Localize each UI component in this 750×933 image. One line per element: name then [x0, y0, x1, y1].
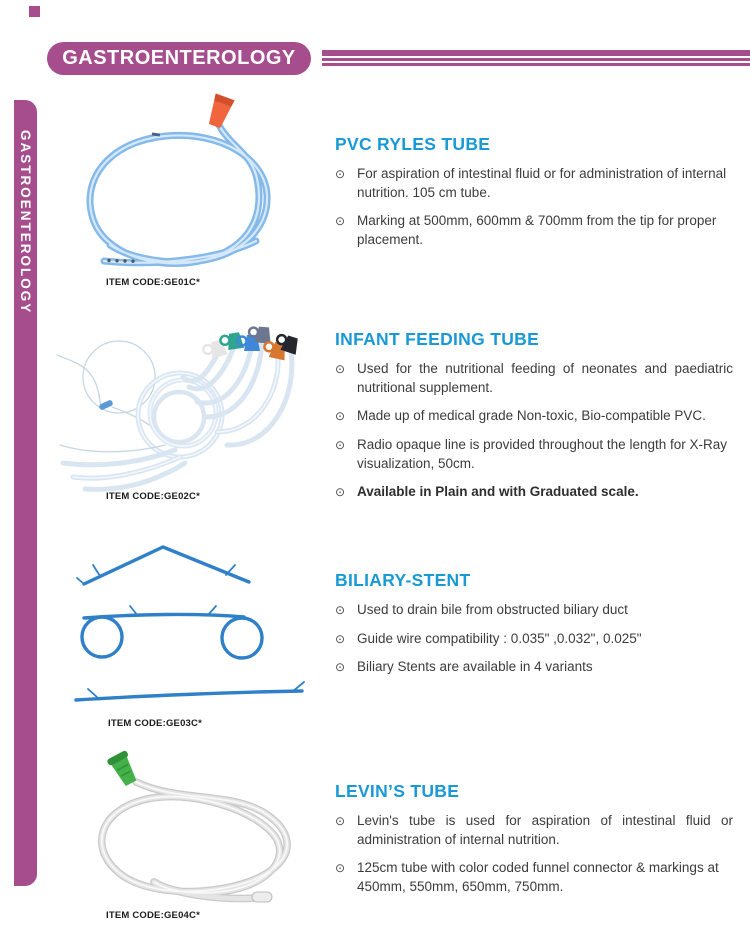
item-code: ITEM CODE:GE04C*	[106, 910, 200, 921]
item-code: ITEM CODE:GE01C*	[106, 277, 200, 288]
list-item	[335, 483, 733, 502]
pvc-ryles-tube-photo	[60, 93, 320, 273]
circle-dot-bullet-icon: ⊙	[335, 660, 346, 675]
feature-text: For aspiration of intestinal fluid or for administration of internal nutrition. 105 cm tube.	[357, 166, 727, 200]
product-title: LEVIN’S TUBE	[335, 781, 460, 801]
page-title: GASTROENTEROLOGY	[62, 47, 296, 69]
product-title: BILIARY-STENT	[335, 570, 471, 590]
circle-dot-bullet-icon: ⊙	[335, 814, 346, 828]
item-code: ITEM CODE:GE02C*	[106, 491, 200, 502]
infant-feeding-tube-photo	[55, 315, 325, 495]
feature-list	[335, 165, 733, 250]
circle-dot-bullet-icon: ⊙	[335, 167, 346, 181]
rule-line	[322, 58, 750, 61]
section-pvc-ryles-tube	[335, 134, 733, 260]
product-title: PVC RYLES TUBE	[335, 134, 491, 154]
rule-line	[322, 50, 750, 56]
guide-wire-hub	[98, 399, 113, 410]
list-item	[335, 630, 733, 649]
sidebar-section-label: GASTROENTEROLOGY	[18, 130, 33, 315]
list-item	[335, 407, 733, 426]
corner-accent-square	[29, 6, 40, 17]
feature-text: 125cm tube with color coded funnel connector & markings at 450mm, 550mm, 650mm, 750mm.	[357, 860, 719, 894]
section-infant-feeding-tube	[335, 329, 733, 512]
levins-tube-photo	[58, 740, 313, 907]
circle-dot-bullet-icon: ⊙	[335, 409, 346, 424]
list-item	[335, 812, 733, 849]
feature-text: Marking at 500mm, 600mm & 700mm from the tip for proper placement.	[357, 213, 717, 247]
circle-dot-bullet-icon: ⊙	[335, 861, 346, 876]
feature-text: Levin's tube is used for aspiration of intestinal fluid or administration of internal nutrition.	[357, 813, 733, 847]
page-title-badge	[47, 42, 311, 75]
biliary-stent-photo	[68, 538, 323, 718]
list-item	[335, 360, 733, 397]
list-item	[335, 601, 733, 620]
circle-dot-bullet-icon: ⊙	[335, 631, 346, 646]
rule-line	[322, 63, 750, 66]
circle-dot-bullet-icon: ⊙	[335, 437, 346, 452]
feature-text: Guide wire compatibility : 0.035" ,0.032", 0.025"	[357, 630, 642, 646]
circle-dot-bullet-icon: ⊙	[335, 214, 346, 229]
feature-list	[335, 812, 733, 897]
feature-text: Made up of medical grade Non-toxic, Bio-compatible PVC.	[357, 408, 706, 424]
feature-text: Biliary Stents are available in 4 variants	[357, 659, 593, 675]
feature-list	[335, 601, 733, 677]
feature-text: Available in Plain and with Graduated scale.	[357, 484, 639, 500]
list-item	[335, 658, 733, 677]
feature-list	[335, 360, 733, 502]
circle-dot-bullet-icon: ⊙	[335, 362, 346, 376]
sidebar-section-tab	[14, 100, 37, 886]
funnel-connector-white	[202, 339, 228, 360]
feature-text: Used for the nutritional feeding of neonates and paediatric nutritional supplement.	[357, 361, 733, 395]
list-item	[335, 165, 733, 202]
list-item	[335, 859, 733, 896]
orange-connector	[205, 93, 234, 129]
circle-dot-bullet-icon: ⊙	[335, 485, 346, 500]
circle-dot-bullet-icon: ⊙	[335, 603, 346, 617]
list-item	[335, 212, 733, 249]
list-item	[335, 436, 733, 473]
tube-tip	[252, 892, 272, 902]
section-biliary-stent	[335, 570, 733, 687]
product-title: INFANT FEEDING TUBE	[335, 329, 540, 349]
header-rule-lines	[322, 50, 750, 66]
feature-text: Used to drain bile from obstructed biliary duct	[357, 602, 628, 617]
section-levins-tube	[335, 781, 733, 907]
item-code: ITEM CODE:GE03C*	[108, 718, 202, 729]
feature-text: Radio opaque line is provided throughout the length for X-Ray visualization, 50cm.	[357, 436, 727, 471]
